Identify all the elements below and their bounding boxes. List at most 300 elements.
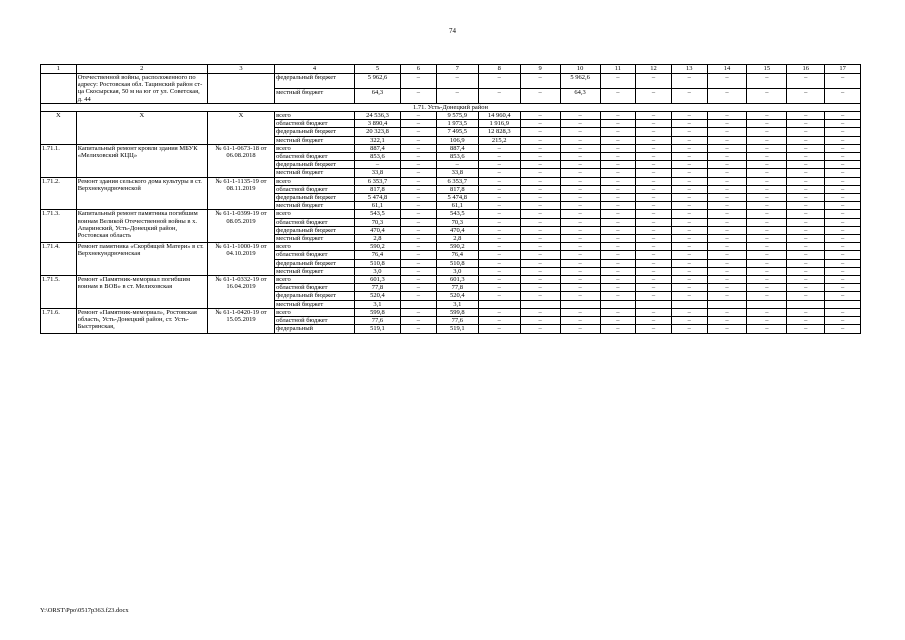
- amount-cell: –: [401, 136, 437, 144]
- funding-source: областной бюджет: [275, 218, 355, 226]
- amount-cell: –: [600, 251, 636, 259]
- amount-cell: [478, 300, 520, 308]
- amount-cell: –: [560, 153, 600, 161]
- amount-cell: [520, 300, 560, 308]
- amount-cell: 510,8: [354, 259, 400, 267]
- amount-cell: –: [825, 317, 861, 325]
- amount-cell: –: [747, 243, 787, 251]
- amount-cell: –: [600, 153, 636, 161]
- amount-cell: –: [787, 202, 825, 210]
- amount-cell: 5 474,8: [436, 194, 478, 202]
- amount-cell: –: [636, 194, 672, 202]
- amount-cell: –: [560, 251, 600, 259]
- amount-cell: –: [401, 284, 437, 292]
- amount-cell: –: [560, 120, 600, 128]
- amount-cell: –: [636, 308, 672, 316]
- amount-cell: –: [600, 218, 636, 226]
- amount-cell: –: [560, 202, 600, 210]
- amount-cell: –: [747, 325, 787, 333]
- amount-cell: –: [560, 226, 600, 234]
- funding-source: местный бюджет: [275, 169, 355, 177]
- amount-cell: –: [747, 259, 787, 267]
- amount-cell: [787, 300, 825, 308]
- funding-source: всего: [275, 112, 355, 120]
- amount-cell: –: [825, 74, 861, 89]
- amount-cell: –: [401, 202, 437, 210]
- amount-cell: [560, 300, 600, 308]
- funding-source: областной бюджет: [275, 251, 355, 259]
- amount-cell: –: [636, 128, 672, 136]
- amount-cell: –: [520, 210, 560, 218]
- amount-cell: –: [671, 194, 707, 202]
- amount-cell: –: [636, 169, 672, 177]
- funding-source: областной бюджет: [275, 185, 355, 193]
- amount-cell: –: [401, 292, 437, 300]
- amount-cell: –: [600, 210, 636, 218]
- amount-cell: 215,2: [478, 136, 520, 144]
- amount-cell: –: [825, 308, 861, 316]
- table-row: [41, 308, 861, 316]
- amount-cell: –: [478, 194, 520, 202]
- amount-cell: 3,1: [354, 300, 400, 308]
- amount-cell: –: [520, 226, 560, 234]
- column-number: 13: [671, 65, 707, 74]
- amount-cell: –: [401, 218, 437, 226]
- amount-cell: –: [636, 235, 672, 243]
- amount-cell: 76,4: [436, 251, 478, 259]
- amount-cell: [747, 300, 787, 308]
- amount-cell: –: [747, 308, 787, 316]
- amount-cell: –: [671, 218, 707, 226]
- amount-cell: –: [478, 284, 520, 292]
- amount-cell: –: [636, 292, 672, 300]
- amount-cell: –: [825, 292, 861, 300]
- amount-cell: –: [825, 235, 861, 243]
- amount-cell: –: [671, 284, 707, 292]
- amount-cell: –: [707, 169, 747, 177]
- amount-cell: –: [600, 317, 636, 325]
- amount-cell: 61,1: [436, 202, 478, 210]
- object-name: Ремонт «Памятник-мемориал погибшим воинам в ВОВ» в ст. Мелиховская: [76, 276, 207, 309]
- funding-source: федеральный бюджет: [275, 161, 355, 169]
- funding-source: всего: [275, 276, 355, 284]
- amount-cell: –: [520, 112, 560, 120]
- amount-cell: –: [560, 259, 600, 267]
- amount-cell: 520,4: [436, 292, 478, 300]
- amount-cell: –: [787, 128, 825, 136]
- budget-table: [40, 64, 861, 334]
- amount-cell: –: [671, 210, 707, 218]
- object-name: Отечественной войны, расположенного по адресу: Ростовская обл. Тацинский район ст-ца Скосырская, 50 м на юг от ул. Советская, д. 44: [76, 74, 207, 104]
- amount-cell: –: [707, 185, 747, 193]
- amount-cell: –: [401, 267, 437, 275]
- amount-cell: –: [401, 276, 437, 284]
- amount-cell: –: [636, 185, 672, 193]
- amount-cell: 5 474,8: [354, 194, 400, 202]
- object-name: Ремонт памятника «Скорбящей Матери» в ст. Верхнекундрюченская: [76, 243, 207, 276]
- column-number: 11: [600, 65, 636, 74]
- amount-cell: –: [560, 267, 600, 275]
- amount-cell: –: [401, 235, 437, 243]
- amount-cell: 519,1: [436, 325, 478, 333]
- amount-cell: –: [787, 325, 825, 333]
- amount-cell: –: [478, 88, 520, 103]
- amount-cell: –: [747, 185, 787, 193]
- amount-cell: –: [560, 210, 600, 218]
- amount-cell: –: [600, 202, 636, 210]
- amount-cell: 77,6: [354, 317, 400, 325]
- amount-cell: –: [787, 194, 825, 202]
- amount-cell: 24 536,3: [354, 112, 400, 120]
- amount-cell: 64,3: [354, 88, 400, 103]
- amount-cell: –: [401, 177, 437, 185]
- amount-cell: –: [671, 144, 707, 152]
- amount-cell: –: [600, 292, 636, 300]
- amount-cell: –: [636, 226, 672, 234]
- amount-cell: –: [636, 153, 672, 161]
- amount-cell: –: [707, 308, 747, 316]
- amount-cell: –: [671, 185, 707, 193]
- amount-cell: –: [825, 136, 861, 144]
- amount-cell: 817,8: [354, 185, 400, 193]
- amount-cell: –: [478, 251, 520, 259]
- table-row: [41, 276, 861, 284]
- amount-cell: –: [671, 267, 707, 275]
- amount-cell: 590,2: [436, 243, 478, 251]
- amount-cell: –: [436, 161, 478, 169]
- table-row: [41, 177, 861, 185]
- amount-cell: –: [520, 74, 560, 89]
- funding-source: местный бюджет: [275, 267, 355, 275]
- amount-cell: –: [600, 112, 636, 120]
- amount-cell: 887,4: [436, 144, 478, 152]
- funding-source: всего: [275, 243, 355, 251]
- amount-cell: –: [707, 144, 747, 152]
- amount-cell: 3,1: [436, 300, 478, 308]
- amount-cell: –: [520, 317, 560, 325]
- amount-cell: –: [478, 144, 520, 152]
- amount-cell: –: [787, 144, 825, 152]
- funding-source: местный бюджет: [275, 136, 355, 144]
- amount-cell: 2,8: [436, 235, 478, 243]
- column-number: 1: [41, 65, 77, 74]
- item-number: 1.71.5.: [41, 276, 77, 309]
- amount-cell: –: [478, 202, 520, 210]
- funding-source: федеральный бюджет: [275, 259, 355, 267]
- amount-cell: –: [825, 259, 861, 267]
- amount-cell: –: [636, 243, 672, 251]
- amount-cell: 64,3: [560, 88, 600, 103]
- amount-cell: –: [401, 194, 437, 202]
- amount-cell: –: [636, 210, 672, 218]
- amount-cell: –: [747, 284, 787, 292]
- amount-cell: –: [787, 185, 825, 193]
- amount-cell: –: [707, 177, 747, 185]
- amount-cell: –: [520, 292, 560, 300]
- amount-cell: –: [401, 251, 437, 259]
- amount-cell: –: [560, 185, 600, 193]
- funding-source: федеральный бюджет: [275, 226, 355, 234]
- amount-cell: –: [636, 317, 672, 325]
- amount-cell: –: [636, 88, 672, 103]
- amount-cell: –: [825, 112, 861, 120]
- amount-cell: –: [671, 202, 707, 210]
- document-ref: № 61-1-0399-19 от 08.05.2019: [207, 210, 274, 243]
- amount-cell: –: [747, 144, 787, 152]
- amount-cell: –: [600, 144, 636, 152]
- amount-cell: –: [478, 153, 520, 161]
- section-row: [41, 103, 861, 111]
- amount-cell: –: [707, 74, 747, 89]
- item-number: 1.71.1.: [41, 144, 77, 177]
- amount-cell: –: [787, 120, 825, 128]
- amount-cell: –: [825, 194, 861, 202]
- header-row: [41, 65, 861, 74]
- amount-cell: –: [600, 226, 636, 234]
- table-row: [41, 243, 861, 251]
- amount-cell: –: [401, 144, 437, 152]
- amount-cell: 6 353,7: [354, 177, 400, 185]
- funding-source: местный бюджет: [275, 235, 355, 243]
- amount-cell: –: [671, 161, 707, 169]
- amount-cell: –: [520, 161, 560, 169]
- amount-cell: –: [478, 161, 520, 169]
- amount-cell: –: [747, 210, 787, 218]
- amount-cell: –: [707, 153, 747, 161]
- amount-cell: –: [520, 88, 560, 103]
- amount-cell: –: [707, 120, 747, 128]
- funding-source: федеральный бюджет: [275, 292, 355, 300]
- column-number: 2: [76, 65, 207, 74]
- object-name: Капитальный ремонт памятника погибшим воинам Великой Отечественной войны в х. Апаринский, Усть-Донецкий район, Ростовская область: [76, 210, 207, 243]
- amount-cell: –: [787, 112, 825, 120]
- amount-cell: –: [747, 251, 787, 259]
- amount-cell: –: [478, 317, 520, 325]
- amount-cell: 61,1: [354, 202, 400, 210]
- column-number: 9: [520, 65, 560, 74]
- amount-cell: –: [825, 185, 861, 193]
- amount-cell: –: [520, 120, 560, 128]
- document-ref: № 61-1-0332-19 от 16.04.2019: [207, 276, 274, 309]
- amount-cell: –: [600, 325, 636, 333]
- amount-cell: –: [636, 136, 672, 144]
- amount-cell: –: [787, 88, 825, 103]
- amount-cell: –: [747, 112, 787, 120]
- amount-cell: –: [600, 308, 636, 316]
- amount-cell: –: [671, 325, 707, 333]
- amount-cell: 543,5: [436, 210, 478, 218]
- column-number: 15: [747, 65, 787, 74]
- amount-cell: –: [478, 325, 520, 333]
- amount-cell: –: [787, 218, 825, 226]
- amount-cell: –: [707, 202, 747, 210]
- amount-cell: –: [787, 267, 825, 275]
- item-number: 1.71.2.: [41, 177, 77, 210]
- amount-cell: –: [560, 235, 600, 243]
- funding-source: местный бюджет: [275, 202, 355, 210]
- amount-cell: –: [825, 243, 861, 251]
- amount-cell: –: [520, 325, 560, 333]
- amount-cell: –: [478, 308, 520, 316]
- amount-cell: –: [600, 267, 636, 275]
- amount-cell: 12 828,3: [478, 128, 520, 136]
- amount-cell: 33,8: [354, 169, 400, 177]
- amount-cell: –: [825, 226, 861, 234]
- amount-cell: –: [636, 267, 672, 275]
- amount-cell: 20 323,8: [354, 128, 400, 136]
- item-number: [41, 74, 77, 104]
- amount-cell: –: [707, 251, 747, 259]
- amount-cell: –: [671, 308, 707, 316]
- document-ref: Х: [207, 112, 274, 145]
- amount-cell: –: [401, 317, 437, 325]
- amount-cell: 5 962,6: [560, 74, 600, 89]
- amount-cell: –: [787, 284, 825, 292]
- item-number: 1.71.6.: [41, 308, 77, 333]
- amount-cell: –: [600, 276, 636, 284]
- amount-cell: –: [478, 226, 520, 234]
- amount-cell: 6 353,7: [436, 177, 478, 185]
- amount-cell: –: [560, 177, 600, 185]
- page-number: 74: [449, 27, 456, 35]
- amount-cell: –: [671, 169, 707, 177]
- amount-cell: –: [401, 161, 437, 169]
- amount-cell: –: [520, 128, 560, 136]
- amount-cell: 520,4: [354, 292, 400, 300]
- object-name: Ремонт «Памятник-мемориал», Ростовская область, Усть-Донецкий район, ст. Усть-Быстрянская,: [76, 308, 207, 333]
- amount-cell: [671, 300, 707, 308]
- amount-cell: –: [520, 308, 560, 316]
- amount-cell: –: [401, 153, 437, 161]
- amount-cell: –: [401, 169, 437, 177]
- amount-cell: –: [747, 177, 787, 185]
- amount-cell: –: [787, 276, 825, 284]
- amount-cell: –: [478, 292, 520, 300]
- amount-cell: 599,8: [354, 308, 400, 316]
- amount-cell: 853,6: [436, 153, 478, 161]
- amount-cell: –: [747, 161, 787, 169]
- amount-cell: –: [636, 74, 672, 89]
- amount-cell: 106,9: [436, 136, 478, 144]
- amount-cell: –: [600, 88, 636, 103]
- amount-cell: –: [354, 161, 400, 169]
- amount-cell: –: [707, 226, 747, 234]
- amount-cell: –: [636, 177, 672, 185]
- amount-cell: –: [600, 120, 636, 128]
- amount-cell: –: [520, 194, 560, 202]
- column-number: 17: [825, 65, 861, 74]
- amount-cell: –: [401, 308, 437, 316]
- amount-cell: –: [600, 169, 636, 177]
- funding-source: областной бюджет: [275, 284, 355, 292]
- amount-cell: –: [671, 120, 707, 128]
- amount-cell: –: [401, 74, 437, 89]
- amount-cell: 543,5: [354, 210, 400, 218]
- column-number: 16: [787, 65, 825, 74]
- amount-cell: –: [671, 251, 707, 259]
- amount-cell: –: [825, 202, 861, 210]
- amount-cell: 2,8: [354, 235, 400, 243]
- amount-cell: –: [560, 308, 600, 316]
- amount-cell: –: [707, 267, 747, 275]
- amount-cell: –: [671, 292, 707, 300]
- amount-cell: –: [401, 185, 437, 193]
- amount-cell: –: [825, 325, 861, 333]
- amount-cell: –: [707, 325, 747, 333]
- amount-cell: –: [560, 112, 600, 120]
- amount-cell: –: [560, 144, 600, 152]
- amount-cell: –: [636, 276, 672, 284]
- amount-cell: –: [401, 210, 437, 218]
- item-number: Х: [41, 112, 77, 145]
- amount-cell: –: [787, 308, 825, 316]
- amount-cell: 599,8: [436, 308, 478, 316]
- amount-cell: –: [600, 161, 636, 169]
- amount-cell: –: [520, 251, 560, 259]
- table-row: [41, 210, 861, 218]
- amount-cell: 5 962,6: [354, 74, 400, 89]
- amount-cell: –: [747, 74, 787, 89]
- funding-source: местный бюджет: [275, 88, 355, 103]
- amount-cell: –: [636, 112, 672, 120]
- amount-cell: –: [747, 88, 787, 103]
- amount-cell: –: [707, 218, 747, 226]
- amount-cell: –: [600, 128, 636, 136]
- funding-source: федеральный: [275, 325, 355, 333]
- amount-cell: –: [478, 235, 520, 243]
- amount-cell: –: [747, 128, 787, 136]
- amount-cell: –: [560, 243, 600, 251]
- amount-cell: 470,4: [436, 226, 478, 234]
- amount-cell: 519,1: [354, 325, 400, 333]
- amount-cell: –: [520, 218, 560, 226]
- column-number: 7: [436, 65, 478, 74]
- amount-cell: –: [707, 243, 747, 251]
- amount-cell: –: [825, 267, 861, 275]
- amount-cell: –: [707, 276, 747, 284]
- amount-cell: –: [787, 243, 825, 251]
- amount-cell: –: [401, 226, 437, 234]
- amount-cell: –: [520, 169, 560, 177]
- amount-cell: –: [825, 210, 861, 218]
- amount-cell: –: [560, 218, 600, 226]
- amount-cell: –: [787, 210, 825, 218]
- amount-cell: –: [436, 74, 478, 89]
- amount-cell: –: [560, 317, 600, 325]
- amount-cell: 1 916,9: [478, 120, 520, 128]
- section-title: 1.71. Усть-Донецкий район: [41, 103, 861, 111]
- amount-cell: –: [825, 153, 861, 161]
- amount-cell: 817,8: [436, 185, 478, 193]
- document-ref: № 61-1-0673-18 от 06.08.2018: [207, 144, 274, 177]
- amount-cell: –: [671, 317, 707, 325]
- amount-cell: –: [636, 161, 672, 169]
- amount-cell: –: [401, 259, 437, 267]
- amount-cell: –: [747, 317, 787, 325]
- amount-cell: –: [707, 317, 747, 325]
- column-number: 5: [354, 65, 400, 74]
- amount-cell: –: [825, 169, 861, 177]
- amount-cell: –: [671, 259, 707, 267]
- amount-cell: –: [671, 235, 707, 243]
- document-ref: № 61-1-0420-19 от 15.05.2019: [207, 308, 274, 333]
- amount-cell: –: [520, 153, 560, 161]
- amount-cell: 3,0: [354, 267, 400, 275]
- footer-file-path: Y:\ORST\Ppo\0517p363.f23.docx: [40, 607, 129, 614]
- amount-cell: –: [747, 218, 787, 226]
- amount-cell: –: [747, 276, 787, 284]
- funding-source: местный бюджет: [275, 300, 355, 308]
